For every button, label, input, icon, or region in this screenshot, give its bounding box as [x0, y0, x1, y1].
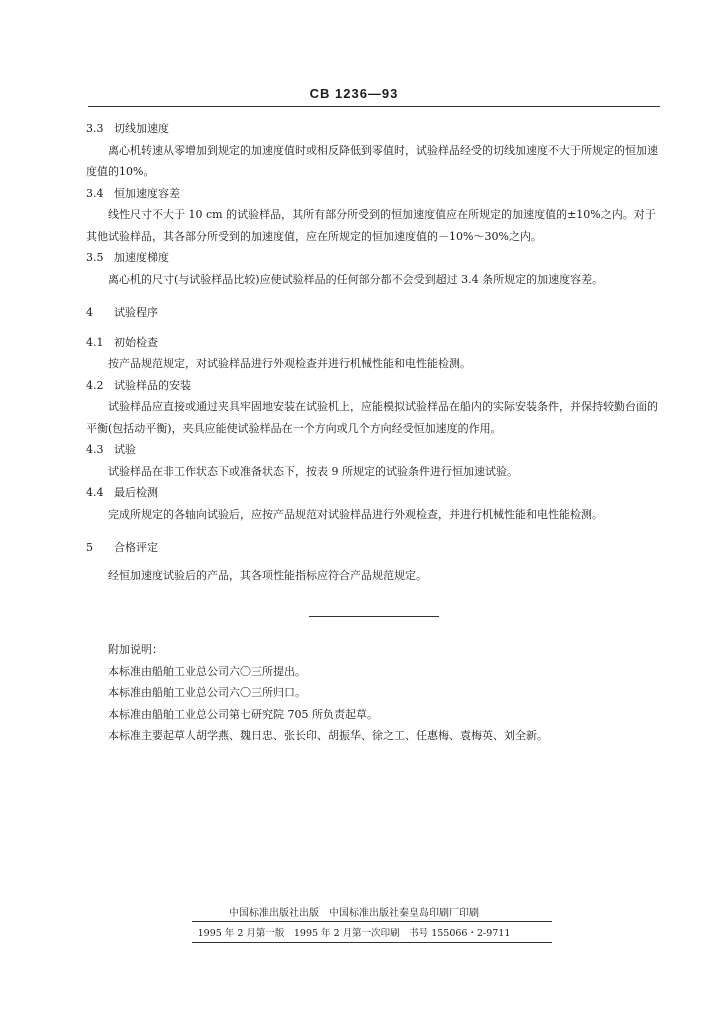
additional-notes: [86, 639, 662, 747]
notes-title: 附加说明：: [108, 643, 163, 656]
section-4-heading: [86, 302, 662, 324]
footer-divider-top: [192, 921, 552, 922]
section-title: 试验样品的安装: [114, 378, 191, 392]
end-divider: [309, 616, 439, 617]
note-line: 本标准主要起草人胡学燕、魏日忠、张长印、胡振华、徐之工、任惠梅、袁梅英、刘全新。: [108, 729, 548, 742]
section-number: 4.4: [86, 486, 104, 499]
section-number: 3.5: [86, 251, 104, 264]
section-number: 3.4: [86, 186, 104, 200]
section-title: 最后检测: [114, 486, 158, 499]
section-title: 初始检查: [114, 335, 158, 349]
section-3-5-text: 离心机的尺寸(与试验样品比较)应使试验样品的任何部分都不会受到超过 3.4 条所规定的加速度容差。: [108, 272, 604, 286]
note-line: 本标准由船舶工业总公司六〇三所归口。: [108, 686, 306, 699]
section-number: 4.3: [86, 443, 104, 456]
section-3-4-text: 线性尺寸不大于 10 cm 的试验样品，其所有部分所受到的恒加速度值应在所规定的加速度值的±10%之内。对于其他试验样品，其各部分所受到的加速度值，应在所规定的恒加速度值的－10%～30%之内。: [86, 208, 656, 243]
section-number: 3.3: [86, 122, 104, 135]
section-4-3-text: 试验样品在非工作状态下或准备状态下，按表 9 所规定的试验条件进行恒加速试验。: [108, 464, 518, 478]
section-4-2-heading: [86, 375, 662, 397]
section-3-3-heading: [86, 118, 662, 140]
section-4-4-text: 完成所规定的各轴向试验后，应按产品规范对试验样品进行外观检查，并进行机械性能和电性能检测。: [108, 507, 603, 521]
standard-code: CB 1236—93: [309, 86, 399, 101]
header-divider: [88, 106, 660, 107]
note-line: 本标准由船舶工业总公司第七研究院 705 所负责起草。: [108, 707, 378, 721]
publisher-line: 中国标准出版社出版 中国标准出版社秦皇岛印刷厂印刷: [229, 908, 479, 919]
section-title: 合格评定: [114, 541, 158, 554]
section-number: 4.2: [86, 378, 104, 392]
document-body: [86, 118, 662, 747]
section-5-text: 经恒加速度试验后的产品，其各项性能指标应符合产品规范规定。: [108, 568, 427, 582]
section-4-3-heading: [86, 439, 662, 461]
section-4-4-heading: [86, 482, 662, 504]
section-title: 切线加速度: [114, 122, 169, 135]
print-info-line: 1995 年 2 月第一版 1995 年 2 月第一次印刷 书号 155066・2-9711: [197, 928, 511, 939]
section-4-2-text: 试验样品应直接或通过夹具牢固地安装在试验机上，应能模拟试验样品在船内的实际安装条件，并保持较勤台面的平衡(包括动平衡)，夹具应能使试验样品在一个方向或几个方向经受恒加速度的作用。: [86, 400, 658, 435]
section-title: 试验程序: [114, 306, 158, 319]
section-4-1-heading: [86, 332, 662, 354]
section-4-1-text: 按产品规范规定，对试验样品进行外观检查并进行机械性能和电性能检测。: [108, 357, 471, 370]
footer-divider-bottom: [192, 942, 552, 943]
section-title: 试验: [114, 443, 136, 456]
section-5-heading: [86, 537, 662, 559]
section-number: 4.1: [86, 335, 104, 349]
section-3-5-heading: [86, 247, 662, 269]
section-3-3-text: 离心机转速从零增加到规定的加速度值时或相反降低到零值时，试验样品经受的切线加速度不大于所规定的恒加速度值的10%。: [86, 143, 658, 178]
note-line: 本标准由船舶工业总公司六〇三所提出。: [108, 664, 306, 678]
section-3-4-heading: [86, 183, 662, 205]
section-title: 加速度梯度: [114, 251, 169, 264]
section-number: 5: [86, 541, 93, 554]
section-title: 恒加速度容差: [114, 186, 180, 200]
section-number: 4: [86, 306, 93, 319]
